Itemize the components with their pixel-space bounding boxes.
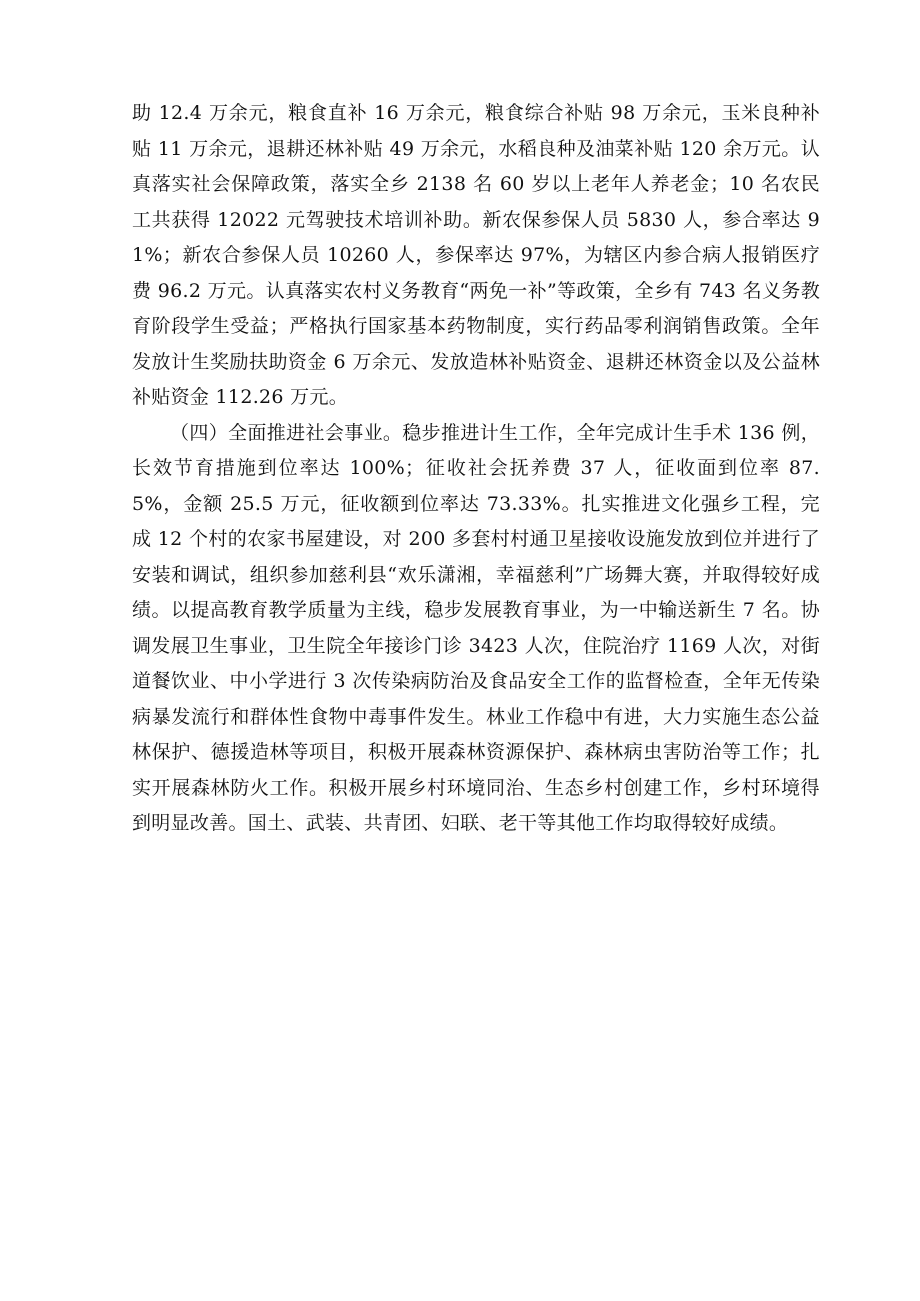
paragraph-section-four: （四）全面推进社会事业。稳步推进计生工作，全年完成计生手术 136 例，长效节育措施到位率达 100%；征收社会抚养费 37 人，征收面到位率 87.5%，金额 25.5 万元，征收额到位率达 73.33%。扎实推进文化强乡工程，完成 12 个村的农家书屋建设，对 200 多套村村通卫星接收设施发放到位并进行了安装和调试，组织参加慈利县“欢乐潇湘，幸福慈利”广场舞大赛，并取得较好成绩。以提高教育教学质量为主线，稳步发展教育事业，为一中输送新生 7 名。协调发展卫生事业，卫生院全年接诊门诊 3423 人次，住院治疗 1169 人次，对街道餐饮业、中小学进行 3 次传染病防治及食品安全工作的监督检查，全年无传染病暴发流行和群体性食物中毒事件发生。林业工作稳中有进，大力实施生态公益林保护、德援造林等项目，积极开展森林资源保护、森林病虫害防治等工作；扎实开展森林防火工作。积极开展乡村环境同治、生态乡村创建工作，乡村环境得到明显改善。国土、武装、共青团、妇联、老干等其他工作均取得较好成绩。 [132, 421, 820, 834]
paragraph-continued: 助 12.4 万余元，粮食直补 16 万余元，粮食综合补贴 98 万余元，玉米良种补贴 11 万余元，退耕还林补贴 49 万余元，水稻良种及油菜补贴 120 余万元。认真落实社会保障政策，落实全乡 2138 名 60 岁以上老年人养老金；10 名农民工共获得 12022 元驾驶技术培训补助。新农保参保人员 5830 人，参合率达 91%；新农合参保人员 10260 人，参保率达 97%，为辖区内参合病人报销医疗费 96.2 万元。认真落实农村义务教育“两免一补”等政策，全乡有 743 名义务教育阶段学生受益；严格执行国家基本药物制度，实行药品零利润销售政策。全年发放计生奖励扶助资金 6 万余元、发放造林补贴资金、退耕还林资金以及公益林补贴资金 112.26 万元。 [132, 102, 820, 408]
